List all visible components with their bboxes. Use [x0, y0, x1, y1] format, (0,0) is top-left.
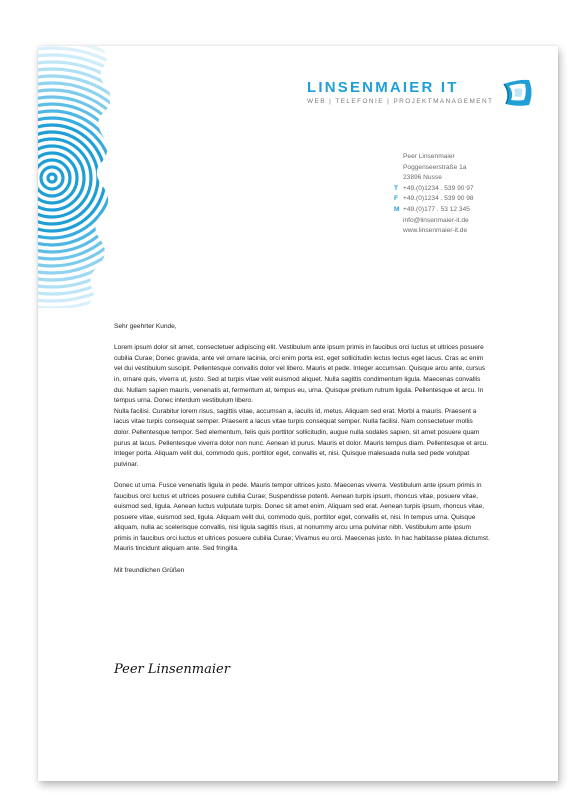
company-tagline: WEB | TELEFONIE | PROJEKTMANAGEMENT: [307, 98, 494, 105]
contact-block: [394, 152, 534, 237]
contact-mobile-row: [394, 205, 534, 216]
letter-body: [114, 322, 490, 576]
contact-city: 23896 Nusse: [403, 174, 442, 182]
contact-fax-row: [394, 194, 534, 205]
handwritten-signature: Peer Linsenmaier: [114, 662, 230, 677]
contact-fax: +49.(0)1234 . 539 90 98: [403, 195, 474, 203]
company-name: LINSENMAIER IT: [307, 79, 459, 96]
letter-salutation: Sehr geehrter Kunde,: [114, 323, 177, 330]
contact-phone-row: [394, 184, 534, 195]
contact-website[interactable]: www.linsenmaier-it.de: [403, 227, 468, 235]
letter-closing: Mit freundlichen Grüßen: [114, 566, 185, 574]
letter-paragraph-2: Nulla facilisi. Curabitur lorem risus, sagittis vitae, accumsan a, iaculis id, metus. Aliquam sed erat. Morbi a mauris. Praesent a lacus vitae turpis consequat semper. Praesent a lacus vitae turpis consequat semper. Nulla facilisi. Nam consectetuer mollis dolor. Pellentesque tempor. Sed elementum, felis quis porttitor sollicitudin, augue nulla sodales sapien, sit amet posuere quam purus at lacus. Pellentesque viverra dolor non nunc. Aenean id purus. Mauris et dolor. Mauris tempus diam. Pellentesque et arcu. Integer porta. Aliquam velit dui, commodo quis, porttitor eget, convallis et, nisi. Quisque malesuada nulla sed pede volutpat pulvinar.: [114, 407, 489, 468]
fax-prefix: F: [394, 195, 399, 203]
contact-name: Peer Linsenmaier: [403, 153, 455, 160]
mobile-prefix: M: [394, 205, 400, 213]
contact-mobile[interactable]: +49.(0)177 . 53 12 345: [403, 205, 470, 213]
letter-paragraph-3: Donec ut urna. Fusce venenatis ligula in pede. Mauris tempor ultrices justo. Maecenas viverra. Vestibulum ante ipsum primis in faucibus orci luctus et ultrices posuere cubilia Curae; Suspendisse potenti. Aenean turpis ipsum, rhoncus vitae, posuere vitae, euismod sed, ligula. Aenean luctus vulputate turpis. Donec sit amet enim. Aliquam sed erat. Aenean turpis ipsum, rhoncus vitae, posuere vitae, euismod sed, ligula. Aliquam velit dui, commodo quis, porttitor eget, convallis et, nisi. In tempus urna. Quisque aliquam, nulla ac scelerisque convallis, nisi ligula sagittis risus, at nonummy arcu urna pulvinar nibh. Vestibulum ante ipsum primis in faucibus orci luctus et ultrices posuere cubilia Curae; Vivamus eu orci. Maecenas justo. In hac habitasse platea dictumst. Mauris tincidunt aliquam ante. Sed fringilla.: [114, 481, 490, 553]
contact-phone[interactable]: +49.(0)1234 . 539 90 97: [403, 184, 474, 192]
lens-logo-icon: [502, 78, 535, 108]
letter-paragraph-1: Lorem ipsum dolor sit amet, consectetuer adipiscing elit. Vestibulum ante ipsum primis in faucibus orci luctus et ultrices posuere cubilia Curae; Donec gravida, ante vel ornare lacinia, orci enim porta est, eget sollicitudin lectus lectus eget lacus. Cras ac enim vel dui vestibulum suscipit. Pellentesque convallis dolor vel libero. Mauris et pede. Integer accumsan. Quisque arcu ante, cursus in, ornare quis, viverra ut, justo. Sed at turpis vitae velit euismod aliquet. Nulla sagittis condimentum ligula. Maecenas convallis dui. Nullam sapien mauris, venenatis at, fermentum at, tempus eu, urna. Quisque pretium rutrum ligula. Pellentesque et arcu. In tempus urna. Donec interdum vestibulum libero.: [114, 344, 486, 405]
contact-email[interactable]: info@linsenmaier-it.de: [403, 216, 469, 224]
ripple-wave-decoration-icon: [38, 46, 110, 308]
phone-prefix: T: [394, 184, 399, 192]
contact-street: Poggenseerstraße 1a: [403, 163, 467, 171]
